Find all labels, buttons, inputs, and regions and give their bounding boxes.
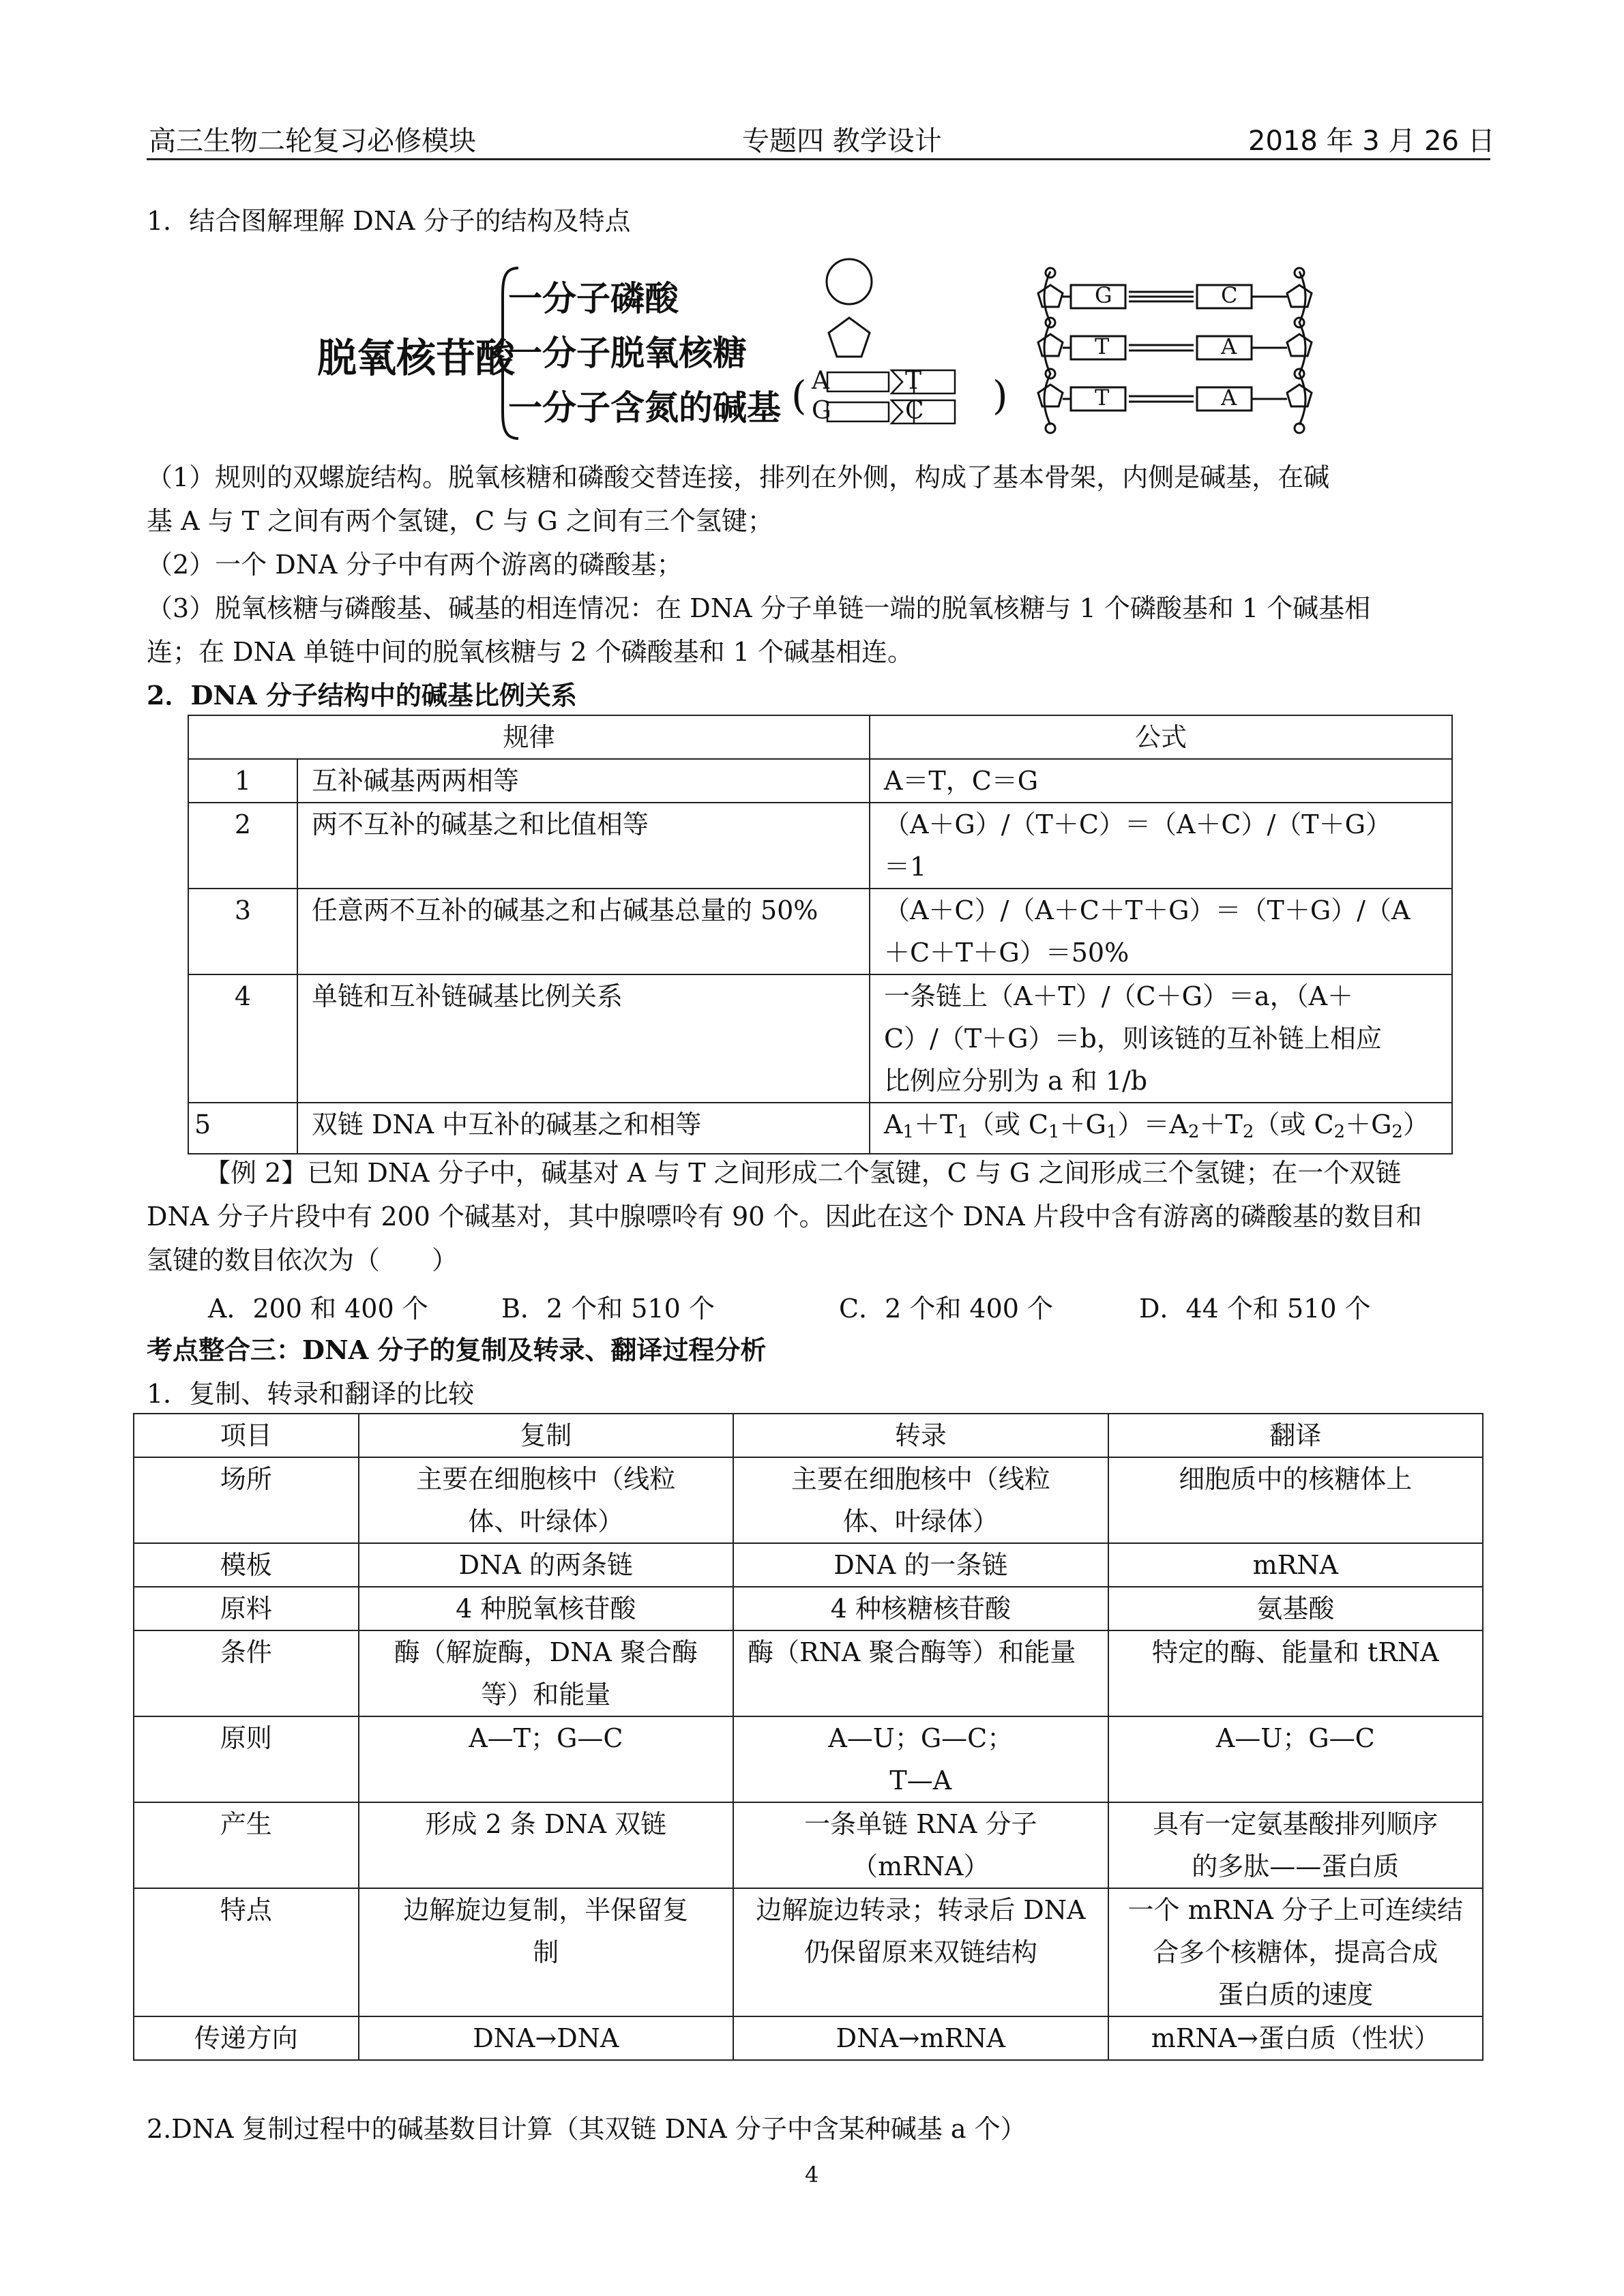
row-number: 4 (188, 974, 297, 1103)
cell-line: 等）和能量 (481, 1680, 611, 1710)
cell-line: 体、叶绿体） (468, 1506, 624, 1536)
cell-line: 的多肽——蛋白质 (1192, 1851, 1400, 1881)
diagram-main-label: 脱氧核苷酸 (317, 335, 516, 381)
header-translation: 翻译 (1108, 1414, 1483, 1457)
base-letter-a: A (812, 367, 829, 395)
base-letter-g: G (812, 397, 831, 425)
row-key: 条件 (134, 1630, 359, 1716)
cell-transcription: 4 种核糖核苷酸 (733, 1587, 1108, 1630)
option-b: B．2 个和 510 个 (501, 1294, 715, 1324)
row-formula (870, 803, 1452, 889)
section2-title: 2．DNA 分子结构中的碱基比例关系 (147, 680, 577, 711)
ladder-base-a1: A (1221, 333, 1237, 359)
header-replication: 复制 (359, 1414, 733, 1457)
table-header-row (188, 715, 1452, 759)
cell-translation (1108, 1457, 1483, 1543)
option-d: D．44 个和 510 个 (1139, 1294, 1371, 1324)
ladder-base-a2: A (1221, 385, 1237, 411)
section4-title: 2.DNA 复制过程中的碱基数目计算（其双链 DNA 分子中含某种碱基 a 个） (147, 2114, 1027, 2144)
header-rule-col: 规律 (188, 715, 870, 759)
formula-line: 一条链上（A＋T）/（C＋G）＝a，（A＋ (883, 981, 1354, 1011)
cell-transcription: DNA→mRNA (733, 2016, 1108, 2060)
base-ratio-table (188, 715, 1453, 1154)
table-row (188, 1103, 1452, 1154)
table-row (134, 1630, 1483, 1716)
base-paren-open: ( (791, 372, 807, 419)
cell-translation: mRNA→蛋白质（性状） (1108, 2016, 1483, 2060)
dna-structure-diagram (317, 258, 1327, 445)
base-letter-t: T (905, 367, 922, 395)
dna-ladder-icon (1023, 258, 1327, 445)
cell-replication: DNA 的两条链 (359, 1543, 733, 1587)
cell-translation (1108, 1888, 1483, 2016)
row-key: 原则 (134, 1716, 359, 1802)
section1-title: 1．结合图解理解 DNA 分子的结构及特点 (147, 206, 631, 236)
formula-part: ＋G (1059, 1109, 1106, 1139)
table-row (134, 1457, 1483, 1543)
replication-comparison-table (133, 1413, 1483, 2061)
para-3b: 连；在 DNA 单链中间的脱氧核糖与 2 个磷酸基和 1 个碱基相连。 (147, 637, 913, 667)
para-2: （2）一个 DNA 分子中有两个游离的磷酸基； (147, 550, 683, 580)
formula-line: 比例应分别为 a 和 1/b (883, 1066, 1148, 1096)
formula-sub: 2 (1333, 1122, 1346, 1142)
page-number: 4 (805, 2162, 819, 2188)
cell-line: 主要在细胞核中（线粒 (416, 1464, 676, 1494)
cell-line: 仍保留原来双链结构 (803, 1937, 1037, 1967)
cell-transcription (733, 1802, 1108, 1888)
header-date: 2018 年 3 月 26 日 (1248, 125, 1495, 157)
row-number: 2 (188, 803, 297, 889)
base-paren-close: ) (992, 372, 1008, 419)
formula-line: C）/（T＋G）＝b，则该链的互补链上相应 (883, 1024, 1382, 1054)
table-row (134, 2016, 1483, 2060)
cell-replication: DNA→DNA (359, 2016, 733, 2060)
table-row (188, 889, 1452, 974)
example-line-1: 【例 2】已知 DNA 分子中，碱基对 A 与 T 之间形成二个氢键，C 与 G 之间形成三个氢键；在一个双链 (205, 1158, 1402, 1188)
formula-part: ＋T (913, 1109, 958, 1139)
cell-line: 细胞质中的核糖体上 (1179, 1464, 1413, 1494)
formula-line: ＋C＋T＋G）＝50% (883, 938, 1130, 968)
cell-replication (359, 1457, 733, 1543)
cell-line: 一个 mRNA 分子上可连续结 (1127, 1895, 1464, 1925)
example-line-2: DNA 分子片段中有 200 个碱基对，其中腺嘌呤有 90 个。因此在这个 DNA 片段中含有游离的磷酸基的数目和 (147, 1202, 1422, 1232)
ladder-base-c: C (1221, 282, 1238, 308)
cell-translation: 氨基酸 (1108, 1587, 1483, 1630)
para-1: （1）规则的双螺旋结构。脱氧核糖和磷酸交替连接，排列在外侧，构成了基本骨架，内侧是碱基，在碱 (147, 462, 1330, 492)
example-line-3: 氢键的数目依次为（ ） (147, 1245, 458, 1275)
header-transcription: 转录 (733, 1414, 1108, 1457)
row-rule: 互补碱基两两相等 (297, 759, 870, 803)
ladder-base-t1: T (1095, 333, 1110, 359)
formula-line: ＝1 (883, 852, 927, 882)
header-center: 专题四 教学设计 (742, 125, 942, 157)
para-1b: 基 A 与 T 之间有两个氢键，C 与 G 之间有三个氢键； (147, 506, 773, 536)
cell-line: 体、叶绿体） (842, 1506, 999, 1536)
diagram-item-base: 一分子含氮的碱基 (508, 387, 781, 428)
cell-transcription (733, 1716, 1108, 1802)
table-row (134, 1802, 1483, 1888)
formula-sub: 2 (1391, 1122, 1403, 1142)
formula-sub: 1 (957, 1122, 969, 1142)
cell-transcription: 酶（RNA 聚合酶等）和能量 (733, 1630, 1108, 1716)
base-letter-c: C (905, 397, 924, 425)
cell-line: 合多个核糖体，提高合成 (1153, 1937, 1438, 1967)
option-c: C．2 个和 400 个 (839, 1294, 1054, 1324)
cell-transcription (733, 1888, 1108, 2016)
cell-translation (1108, 1802, 1483, 1888)
cell-replication: 形成 2 条 DNA 双链 (359, 1802, 733, 1888)
cell-line: （mRNA） (852, 1851, 990, 1881)
cell-translation: A—U；G—C (1108, 1716, 1483, 1802)
formula-sub: 1 (1048, 1122, 1060, 1142)
row-rule: 任意两不互补的碱基之和占碱基总量的 50% (297, 889, 870, 974)
cell-translation: 特定的酶、能量和 tRNA (1108, 1630, 1483, 1716)
cell-line: 一条单链 RNA 分子 (804, 1809, 1037, 1839)
row-key: 特点 (134, 1888, 359, 2016)
header-item: 项目 (134, 1414, 359, 1457)
row-number: 1 (188, 759, 297, 803)
row-key: 模板 (134, 1543, 359, 1587)
cell-line: 具有一定氨基酸排列顺序 (1153, 1809, 1438, 1839)
formula-sub: 1 (902, 1122, 914, 1142)
ladder-base-t2: T (1095, 385, 1110, 411)
cell-line: 边解旋边转录；转录后 DNA (756, 1895, 1086, 1925)
row-key: 场所 (134, 1457, 359, 1543)
ladder-base-g: G (1095, 282, 1112, 308)
table-row (134, 1888, 1483, 2016)
cell-line: 主要在细胞核中（线粒 (791, 1464, 1050, 1494)
row-key: 原料 (134, 1587, 359, 1630)
diagram-item-deoxyribose: 一分子脱氧核糖 (508, 333, 747, 373)
header-formula-col: 公式 (870, 715, 1452, 759)
diagram-item-phosphate: 一分子磷酸 (508, 278, 679, 318)
formula-part: ） (1402, 1109, 1429, 1139)
table-row (188, 803, 1452, 889)
row-key: 产生 (134, 1802, 359, 1888)
cell-line: 边解旋边复制，半保留复 (403, 1895, 689, 1925)
formula-part: A (883, 1109, 903, 1139)
table-header-row (134, 1414, 1483, 1457)
table-row (134, 1716, 1483, 1802)
table-row (134, 1543, 1483, 1587)
row-rule: 单链和互补链碱基比例关系 (297, 974, 870, 1103)
cell-replication (359, 1630, 733, 1716)
row-rule: 两不互补的碱基之和比值相等 (297, 803, 870, 889)
cell-line: 酶（解旋酶，DNA 聚合酶 (394, 1637, 698, 1667)
formula-sub: 2 (1242, 1122, 1254, 1142)
cell-line: A—U；G—C； (828, 1723, 1014, 1753)
formula-part: （或 C (1254, 1109, 1334, 1139)
section3-title: 考点整合三：DNA 分子的复制及转录、翻译过程分析 (147, 1335, 767, 1365)
header-rule (147, 158, 1490, 160)
table-row (188, 759, 1452, 803)
cell-replication (359, 1888, 733, 2016)
formula-part: ）＝A (1117, 1109, 1188, 1139)
row-formula (870, 889, 1452, 974)
row-formula (870, 1103, 1452, 1154)
row-key: 传递方向 (134, 2016, 359, 2060)
cell-translation: mRNA (1108, 1543, 1483, 1587)
formula-part: ＋T (1199, 1109, 1243, 1139)
cell-line: 制 (533, 1937, 559, 1967)
cell-transcription: DNA 的一条链 (733, 1543, 1108, 1587)
row-number: 5 (188, 1103, 297, 1154)
formula-line: （A＋G）/（T＋C）＝（A＋C）/（T＋G） (883, 809, 1391, 839)
para-3: （3）脱氧核糖与磷酸基、碱基的相连情况：在 DNA 分子单链一端的脱氧核糖与 1 个磷酸基和 1 个碱基相 (147, 593, 1371, 623)
row-number: 3 (188, 889, 297, 974)
formula-part: ＋G (1345, 1109, 1392, 1139)
cell-transcription (733, 1457, 1108, 1543)
option-a: A．200 和 400 个 (208, 1294, 428, 1324)
header-left: 高三生物二轮复习必修模块 (149, 125, 476, 157)
cell-replication: A—T；G—C (359, 1716, 733, 1802)
formula-sub: 2 (1187, 1122, 1200, 1142)
cell-line: 蛋白质的速度 (1217, 1980, 1374, 2010)
formula-line: （A＋C）/（A＋C＋T＋G）＝（T＋G）/（A (883, 895, 1411, 925)
formula-sub: 1 (1106, 1122, 1118, 1142)
row-formula (870, 974, 1452, 1103)
row-formula: A＝T，C＝G (870, 759, 1452, 803)
row-rule: 双链 DNA 中互补的碱基之和相等 (297, 1103, 870, 1154)
cell-replication: 4 种脱氧核苷酸 (359, 1587, 733, 1630)
formula-part: （或 C (968, 1109, 1048, 1139)
table-row (188, 974, 1452, 1103)
section3-subtitle: 1．复制、转录和翻译的比较 (147, 1379, 475, 1409)
table-row (134, 1587, 1483, 1630)
cell-line: T—A (889, 1765, 952, 1795)
